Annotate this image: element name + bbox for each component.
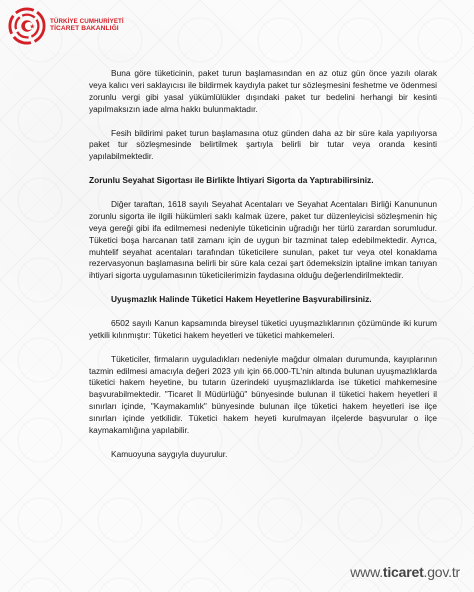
- ministry-name: [50, 19, 124, 32]
- website-suffix: .gov.tr: [423, 564, 460, 580]
- ministry-name-line2: TİCARET BAKANLIĞI: [50, 24, 119, 32]
- heading-insurance: Zorunlu Seyahat Sigortası ile Birlikte İhtiyari Sigorta da Yaptırabilirsiniz.: [89, 175, 374, 186]
- ministry-name-line1: TÜRKİYE CUMHURİYETİ: [50, 18, 124, 26]
- ministry-logo[interactable]: [8, 7, 124, 45]
- paragraph-authorities: 6502 sayılı Kanun kapsamında bireysel tüketici uyuşmazlıklarının çözümünde iki kurum yetkili kılınmıştır: Tüketici hakem heyetleri ve tüketici mahkemeleri.: [89, 317, 437, 340]
- website-link[interactable]: [350, 564, 460, 580]
- heading-arbitration: Uyuşmazlık Halinde Tüketici Hakem Heyetlerine Başvurabilirsiniz.: [111, 294, 372, 305]
- announcement-body: [89, 68, 437, 473]
- closing-line: Kamuoyuna saygıyla duyurulur.: [111, 448, 228, 459]
- website-domain: ticaret: [382, 564, 424, 580]
- paragraph-cancellation-fee: Fesih bildirimi paket turun başlamasına otuz günden daha az bir süre kala yapılıyorsa paket tur sözleşmesinde belirtilmek şartıyla belirli bir tutar veya oranda kesinti yapılabilmektedir.: [89, 127, 437, 162]
- paragraph-insurance: Diğer taraftan, 1618 sayılı Seyahat Acentaları ve Seyahat Acentaları Birliği Kanununun zorunlu sigorta ile ilgili hükümleri saklı kalmak üzere, paket tur düzenleyicisi sözleşmenin hiç veya gereği gibi ifa edilmemesi nedeniyle tüketicinin uğradığı her türlü zarardan sorumludur. Tüketici boşa harcanan tatil zamanı için de uygun bir tazminat talep edebilmektedir. Ayrıca, muhtelif seyahat acentaları tarafından tüketicilere sunulan, paket tur veya otel konaklama rezervasyonun başlamasına belirli bir süre kala cezai şart ödemeksizin iptaline imkan tanıyan ihtiyari sigorta uygulamasının tüketicilerimizin faydasına olduğu değerlendirilmektedir.: [89, 198, 437, 281]
- paragraph-arbitration-limits: Tüketiciler, firmaların uyguladıkları nedeniyle mağdur olmaları durumunda, kayıplarının tazmin edilmesi amacıyla değeri 2023 yılı için 66.000-TL'nin altında bulunan uyuşmazlıklarda tüketici hakem heyetine, bu tutarın üzerindeki uyuşmazlıklarda ise tüketici mahkemesine başvurabilmektedir. "Ticaret İl Müdürlüğü" bünyesinde bulunan il tüketici hakem heyetleri il sınırları içinde, "Kaymakamlık" bünyesinde bulunan ilçe tüketici hakem heyetleri ise ilçe sınırları içinde yetkilidir. Tüketici hakem heyeti kurulmayan ilçelerde başvurular o ilçe kaymakamlığına yapılabilir.: [89, 353, 437, 436]
- ministry-emblem-icon: [8, 7, 46, 45]
- website-prefix: www.: [350, 564, 383, 580]
- paragraph-refund-right: Buna göre tüketicinin, paket turun başlamasından en az otuz gün önce yazılı olarak veya kalıcı veri saklayıcısı ile bildirmek kaydıyla paket tur sözleşmesini feshetme ve ödenmesi zorunlu vergi gibi yasal yükümlülükler dışındaki paket tur bedelini herhangi bir kesinti yapılmaksızın iade alma hakkı bulunmaktadır.: [89, 68, 437, 114]
